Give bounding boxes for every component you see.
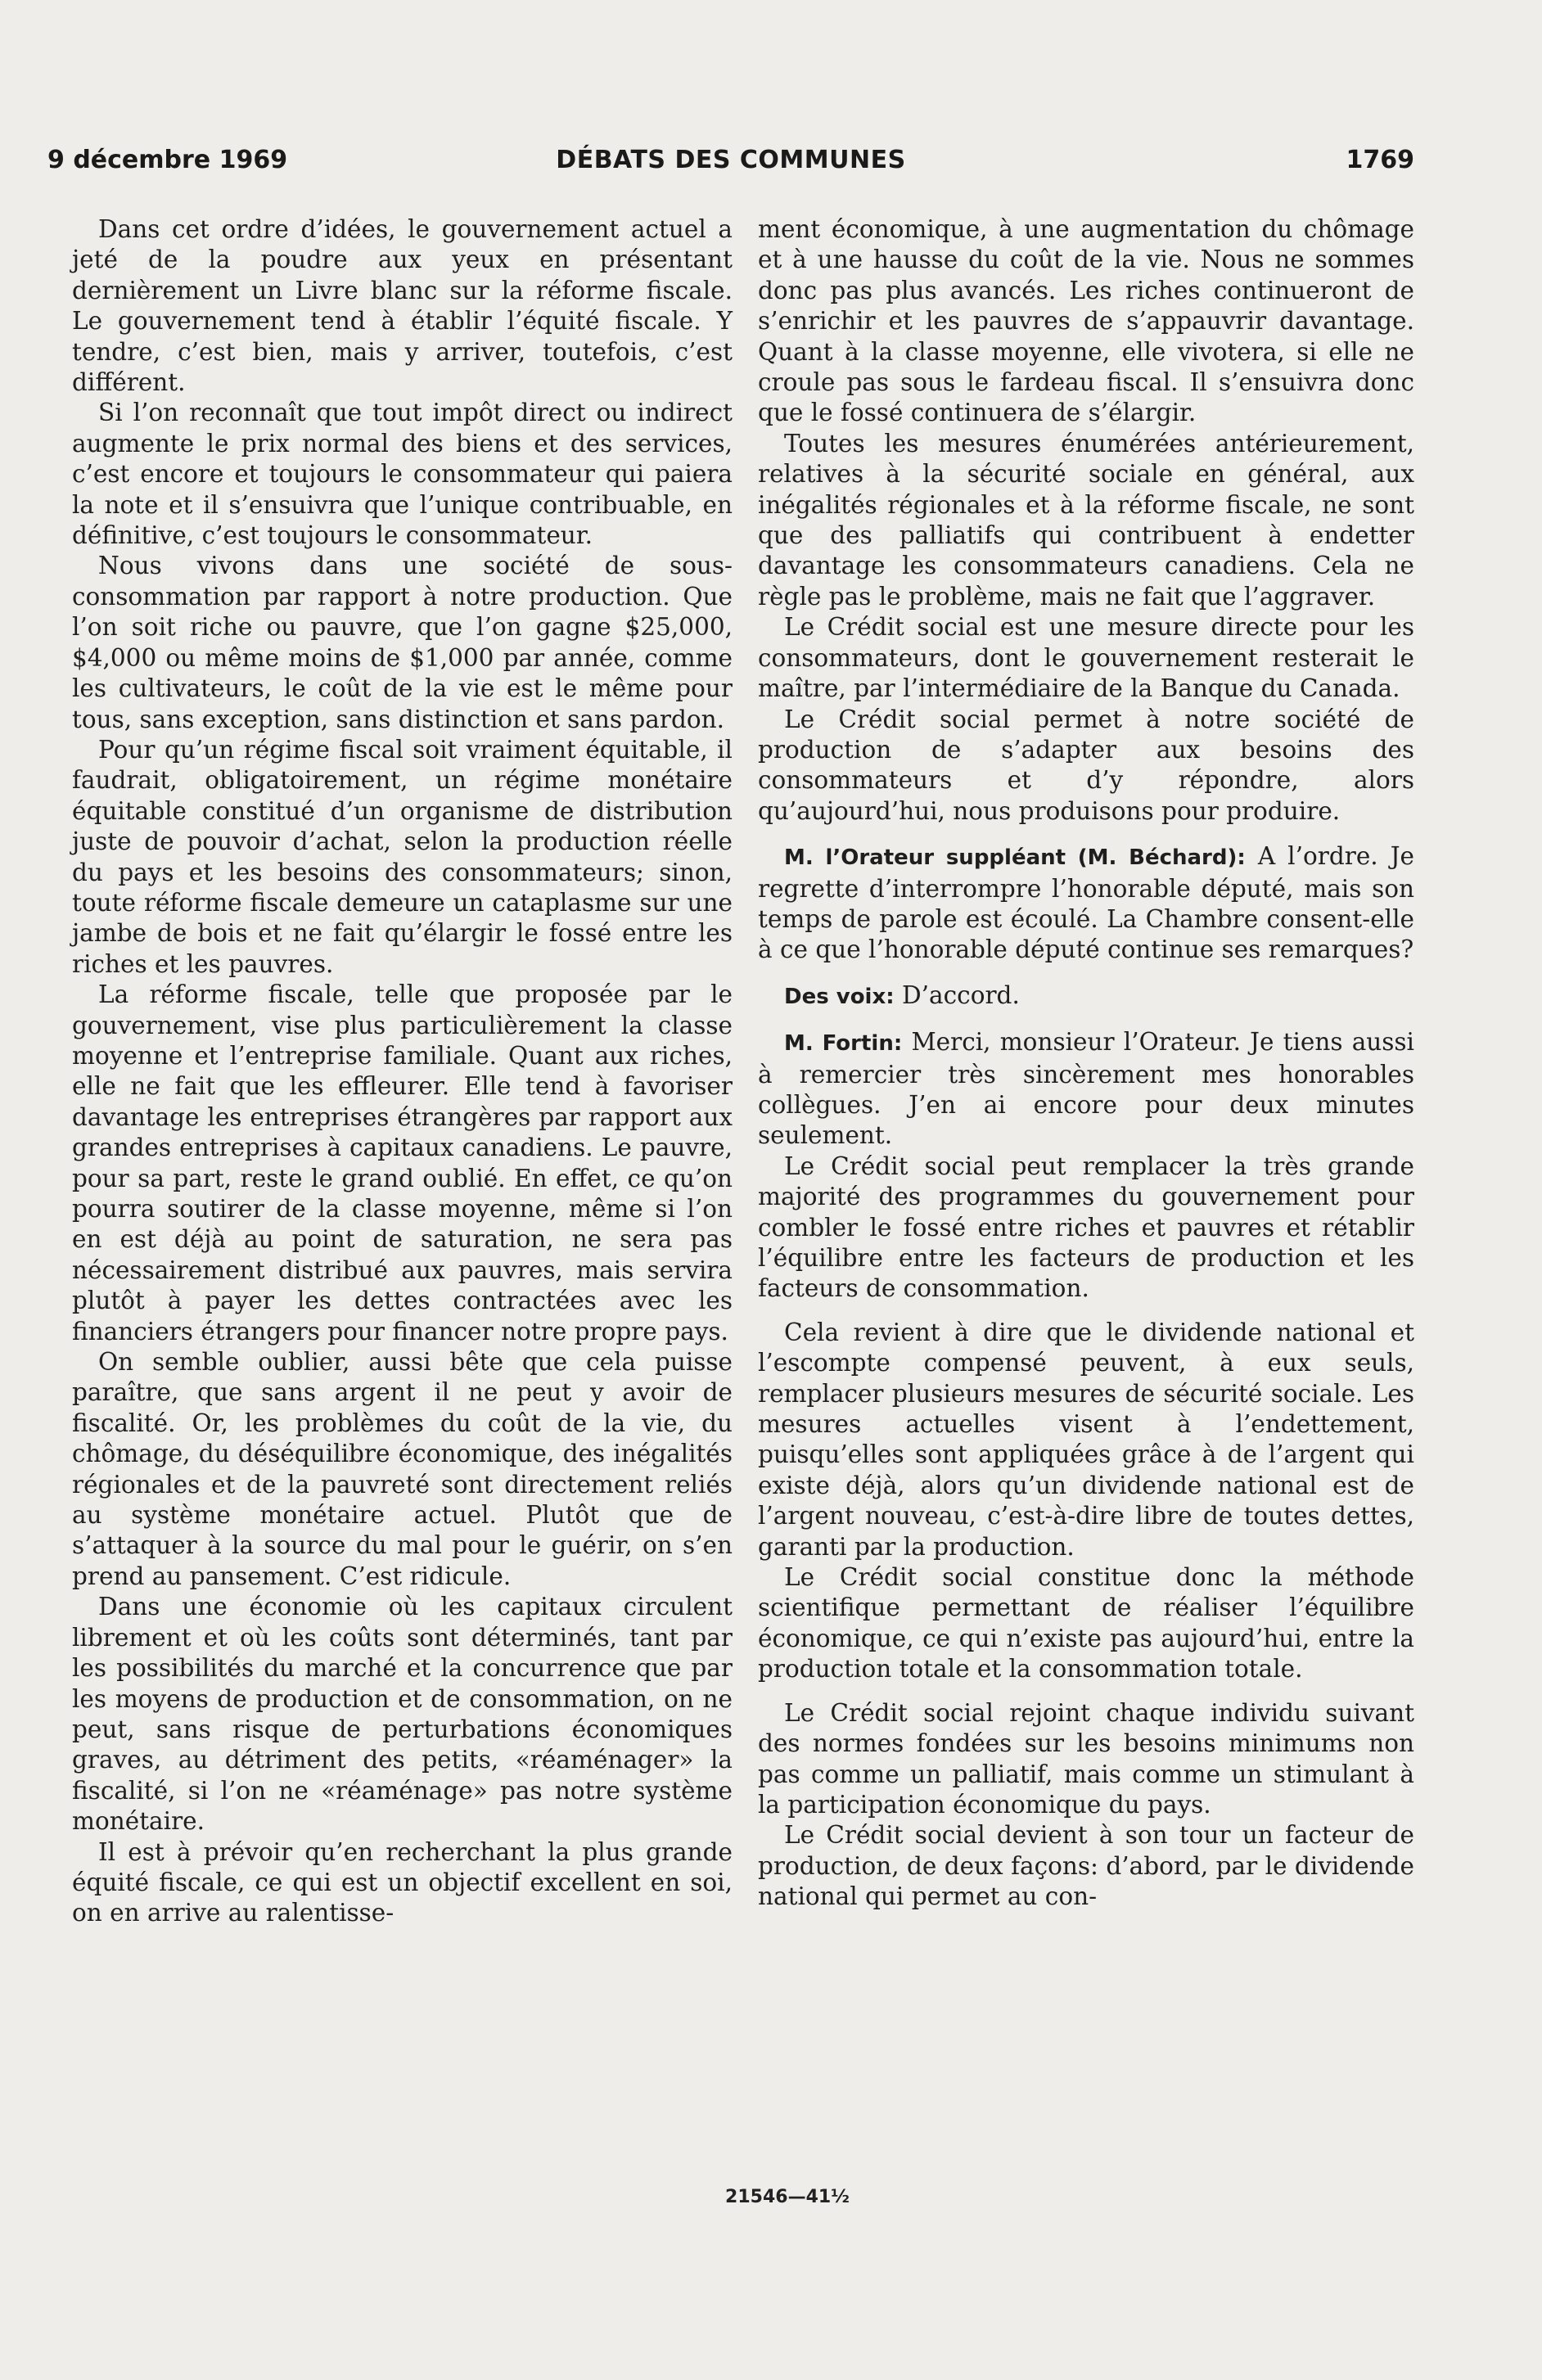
paragraph: Dans cet ordre d’idées, le gouvernement actuel a jeté de la poudre aux yeux en présentant dernièrement un Livre blanc sur la réforme fiscale. Le gouvernement tend à établir l’équité fiscale. Y tendre, c’est bien, mais y arriver, toutefois, c’est différent.: [72, 215, 733, 397]
header-title: DÉBATS DES COMMUNES: [556, 146, 906, 174]
speech-text: D’accord.: [902, 980, 1020, 1009]
speech-text: A l’ordre. Je regrette d’interrompre l’honorable député, mais son temps de parole est écoulé. La Chambre consent-elle à ce que l’honorable député continue ses remarques?: [758, 842, 1414, 964]
paragraph: La réforme fiscale, telle que proposée par le gouvernement, vise plus particulièrement la classe moyenne et l’entreprise familiale. Quant aux riches, elle ne fait que les effleurer. Elle tend à favoriser davantage les entreprises étrangères par rapport aux grandes entreprises à capitaux canadiens. Le pauvre, pour sa part, reste le grand oublié. En effet, ce qu’on pourra soutirer de la classe moyenne, même si l’on en est déjà au point de saturation, ne sera pas nécessairement distribué aux pauvres, mais servira plutôt à payer les dettes contractées avec les financiers étrangers pour financer notre propre pays.: [72, 980, 733, 1346]
speaker-name: Des voix:: [784, 984, 895, 1009]
speech-voices: [758, 980, 1414, 1012]
paragraph: Le Crédit social constitue donc la méthode scientifique permettant de réaliser l’équilibre économique, ce qui n’existe pas aujourd’hui, entre la production totale et la consommation totale.: [758, 1563, 1414, 1684]
paragraph: Le Crédit social rejoint chaque individu suivant des normes fondées sur les besoins minimums non pas comme un palliatif, mais comme un stimulant à la participation économique du pays.: [758, 1698, 1414, 1819]
paragraph: Toutes les mesures énumérées antérieurement, relatives à la sécurité sociale en général, aux inégalités régionales et à la réforme fiscale, ne sont que des palliatifs qui contribuent à endetter davantage les consommateurs canadiens. Cela ne règle pas le problème, mais ne fait que l’aggraver.: [758, 429, 1414, 611]
paragraph: Si l’on reconnaît que tout impôt direct ou indirect augmente le prix normal des biens et des services, c’est encore et toujours le consommateur qui paiera la note et il s’ensuivra que l’unique contribuable, en définitive, c’est toujours le consommateur.: [72, 399, 733, 550]
paragraph: Il est à prévoir qu’en recherchant la plus grande équité fiscale, ce qui est un objectif excellent en soi, on en arrive au ralentisse-: [72, 1837, 733, 1927]
paragraph: Dans une économie où les capitaux circulent librement et où les coûts sont déterminés, tant par les possibilités du marché et la concurrence que par les moyens de production et de consommation, on ne peut, sans risque de perturbations économiques graves, au détriment des petits, «réaménager» la fiscalité, si l’on ne «réaménage» pas notre système monétaire.: [72, 1593, 733, 1836]
speech-text: Merci, monsieur l’Orateur. Je tiens aussi à remercier très sincèrement mes honorables collègues. J’en ai encore pour deux minutes seulement.: [758, 1028, 1414, 1150]
paragraph: ment économique, à une augmentation du chômage et à une hausse du coût de la vie. Nous ne sommes donc pas plus avancés. Les riches continueront de s’enrichir et les pauvres de s’appauvrir davantage. Quant à la classe moyenne, elle vivotera, si elle ne croule pas sous le fardeau fiscal. Il s’ensuivra donc que le fossé continuera de s’élargir.: [758, 215, 1414, 427]
left-column: [72, 214, 733, 1929]
paragraph: On semble oublier, aussi bête que cela puisse paraître, que sans argent il ne peut y avoir de fiscalité. Or, les problèmes du coût de la vie, du chômage, du déséquilibre économique, des inégalités régionales et de la pauvreté sont directement reliés au système monétaire actuel. Plutôt que de s’attaquer à la source du mal pour le guérir, on s’en prend au pansement. C’est ridicule.: [72, 1348, 733, 1590]
paragraph: Cela revient à dire que le dividende national et l’escompte compensé peuvent, à eux seuls, remplacer plusieurs mesures de sécurité sociale. Les mesures actuelles visent à l’endettement, puisqu’elles sont appliquées grâce à de l’argent qui existe déjà, alors qu’un dividende national est de l’argent nouveau, c’est-à-dire libre de toutes dettes, garanti par la production.: [758, 1318, 1414, 1561]
print-code: 21546—41½: [725, 2187, 850, 2207]
page-header: [47, 146, 1414, 187]
speaker-name: M. Fortin:: [784, 1031, 903, 1057]
header-date: 9 décembre 1969: [47, 146, 288, 174]
page-number: 1769: [1346, 146, 1414, 174]
paragraph: Le Crédit social devient à son tour un facteur de production, de deux façons: d’abord, par le dividende national qui permet au con-: [758, 1821, 1414, 1911]
speech-deputy-speaker: [758, 841, 1414, 966]
paragraph: Nous vivons dans une société de sous-consommation par rapport à notre production. Que l’on soit riche ou pauvre, que l’on gagne $25,000, $4,000 ou même moins de $1,000 par année, comme les cultivateurs, le coût de la vie est le même pour tous, sans exception, sans distinction et sans pardon.: [72, 552, 733, 733]
right-column: [758, 214, 1414, 1913]
speech-fortin: [758, 1027, 1414, 1152]
speaker-name: M. l’Orateur suppléant (M. Béchard):: [784, 845, 1246, 871]
paragraph: Pour qu’un régime fiscal soit vraiment équitable, il faudrait, obligatoirement, un régime monétaire équitable constitué d’un organisme de distribution juste de pouvoir d’achat, selon la production réelle du pays et les besoins des consommateurs; sinon, toute réforme fiscale demeure un cataplasme sur une jambe de bois et ne fait qu’élargir le fossé entre les riches et les pauvres.: [72, 735, 733, 978]
paragraph: Le Crédit social peut remplacer la très grande majorité des programmes du gouvernement pour combler le fossé entre riches et pauvres et rétablir l’équilibre entre les facteurs de production et les facteurs de consommation.: [758, 1152, 1414, 1303]
paragraph: Le Crédit social est une mesure directe pour les consommateurs, dont le gouvernement resterait le maître, par l’intermédiaire de la Banque du Canada.: [758, 613, 1414, 703]
paragraph: Le Crédit social permet à notre société de production de s’adapter aux besoins des consommateurs et d’y répondre, alors qu’aujourd’hui, nous produisons pour produire.: [758, 705, 1414, 825]
